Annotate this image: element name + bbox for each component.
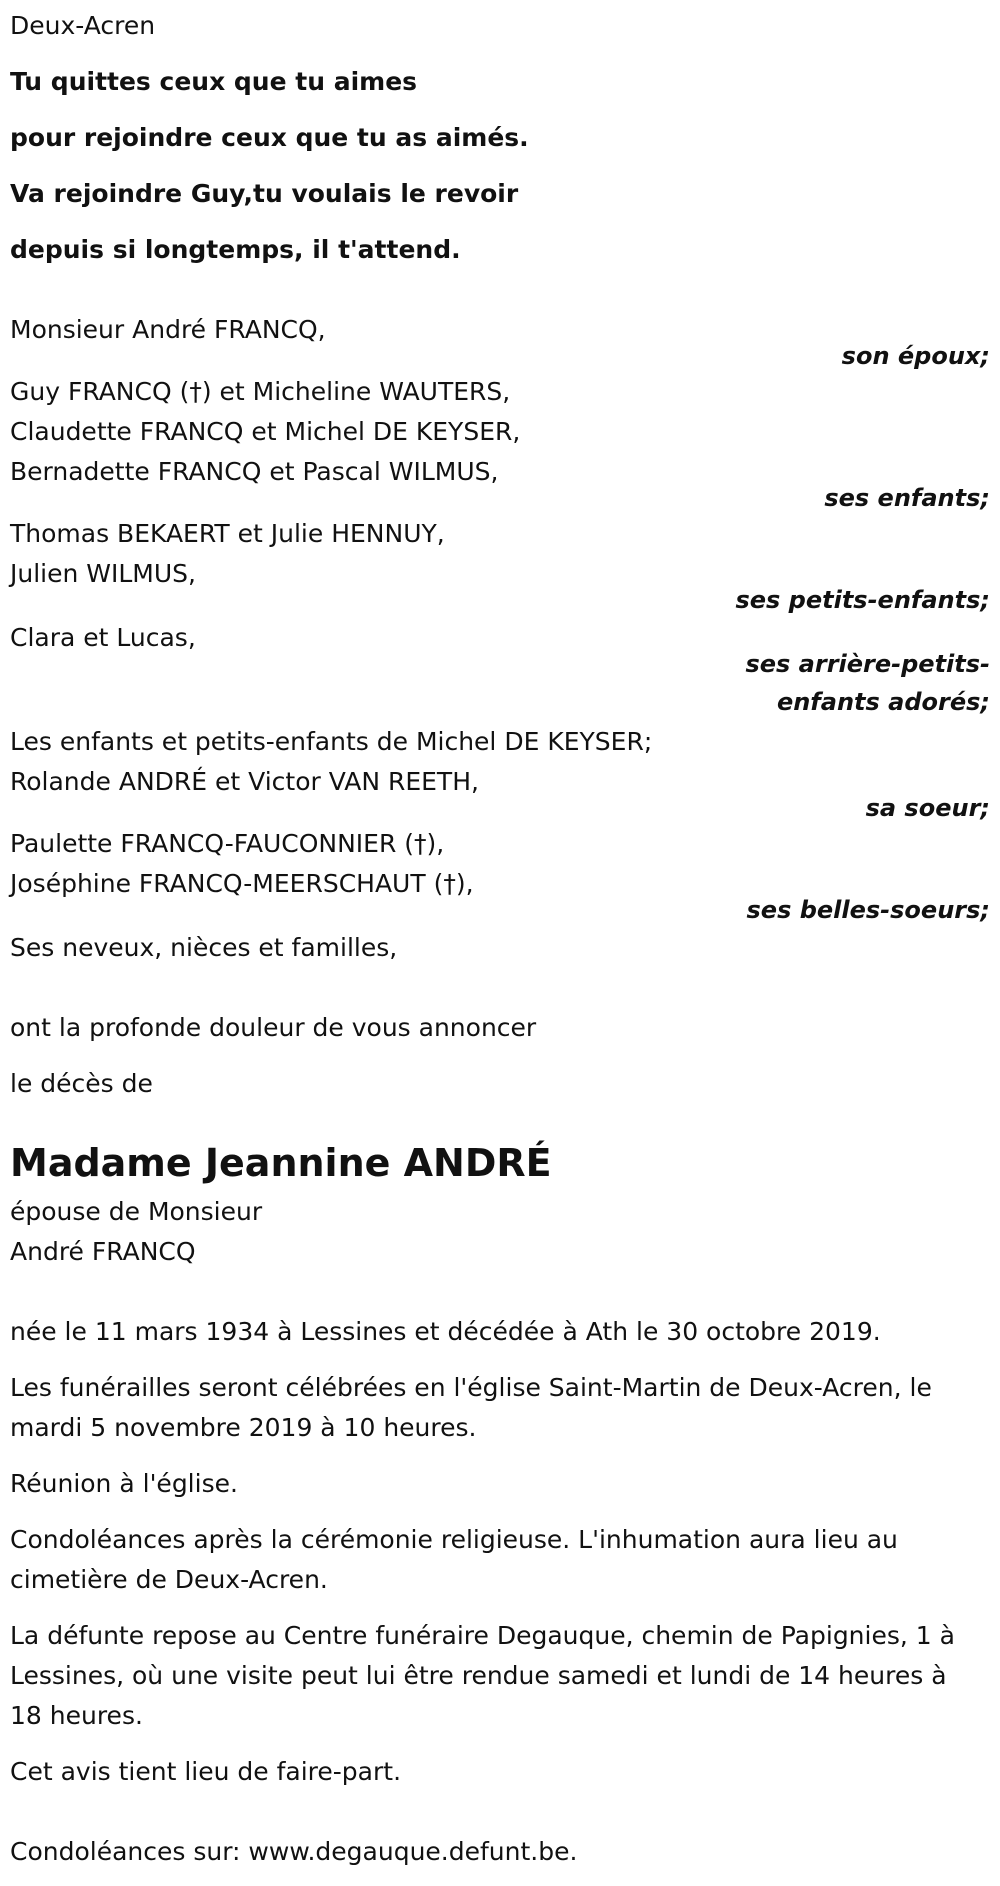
- poem-line: Tu quittes ceux que tu aimes: [10, 67, 418, 96]
- poem-line: pour rejoindre ceux que tu as aimés.: [10, 123, 529, 152]
- sister-role: sa soeur;: [865, 794, 990, 822]
- spouse-role: son époux;: [841, 342, 990, 370]
- funeral-info: Les funérailles seront célébrées en l'église Saint-Martin de Deux-Acren, le mardi 5 novembre 2019 à 10 heures.: [10, 1373, 932, 1442]
- sisters-in-law-line: Paulette FRANCQ-FAUCONNIER (†),: [10, 829, 445, 858]
- poem-line: Va rejoindre Guy,tu voulais le revoir: [10, 179, 519, 208]
- children-line: Guy FRANCQ (†) et Micheline WAUTERS,: [10, 377, 511, 406]
- condolences-burial: Condoléances après la cérémonie religieuse. L'inhumation aura lieu au cimetière de Deux-Acren.: [10, 1525, 898, 1594]
- announcement: le décès de: [10, 1069, 153, 1098]
- great-grandchildren-role: ses arrière-petits-: [745, 650, 990, 678]
- children-line: Claudette FRANCQ et Michel DE KEYSER,: [10, 417, 521, 446]
- reunion-info: Réunion à l'église.: [10, 1469, 238, 1498]
- keyser-line: Les enfants et petits-enfants de Michel DE KEYSER;: [10, 727, 653, 756]
- rest-place: La défunte repose au Centre funéraire Degauque, chemin de Papignies, 1 à Lessines, où une visite peut lui être rendue samedi et lundi de 14 heures à 18 heures.: [10, 1621, 955, 1730]
- spouse-line: Monsieur André FRANCQ,: [10, 315, 326, 344]
- announcement: ont la profonde douleur de vous annoncer: [10, 1013, 537, 1042]
- condolences-online: Condoléances sur: www.degauque.defunt.be.: [10, 1837, 578, 1866]
- grandchildren-role: ses petits-enfants;: [735, 586, 990, 614]
- grandchildren-line: Thomas BEKAERT et Julie HENNUY,: [10, 519, 445, 548]
- sisters-in-law-line: Joséphine FRANCQ-MEERSCHAUT (†),: [10, 869, 474, 898]
- spouse-of: André FRANCQ: [10, 1237, 196, 1266]
- children-role: ses enfants;: [824, 484, 990, 512]
- spouse-of: épouse de Monsieur: [10, 1197, 263, 1226]
- children-line: Bernadette FRANCQ et Pascal WILMUS,: [10, 457, 499, 486]
- sisters-in-law-role: ses belles-soeurs;: [746, 896, 990, 924]
- place-name: Deux-Acren: [10, 11, 156, 40]
- poem-line: depuis si longtemps, il t'attend.: [10, 235, 461, 264]
- great-grandchildren-line: Clara et Lucas,: [10, 623, 196, 652]
- sister-line: Rolande ANDRÉ et Victor VAN REETH,: [10, 767, 479, 796]
- faire-part: Cet avis tient lieu de faire-part.: [10, 1757, 402, 1786]
- deceased-name: Madame Jeannine ANDRÉ: [10, 1141, 552, 1185]
- birth-death: née le 11 mars 1934 à Lessines et décédée à Ath le 30 octobre 2019.: [10, 1317, 881, 1346]
- grandchildren-line: Julien WILMUS,: [10, 559, 196, 588]
- great-grandchildren-role: enfants adorés;: [776, 688, 990, 716]
- relatives-line: Ses neveux, nièces et familles,: [10, 933, 398, 962]
